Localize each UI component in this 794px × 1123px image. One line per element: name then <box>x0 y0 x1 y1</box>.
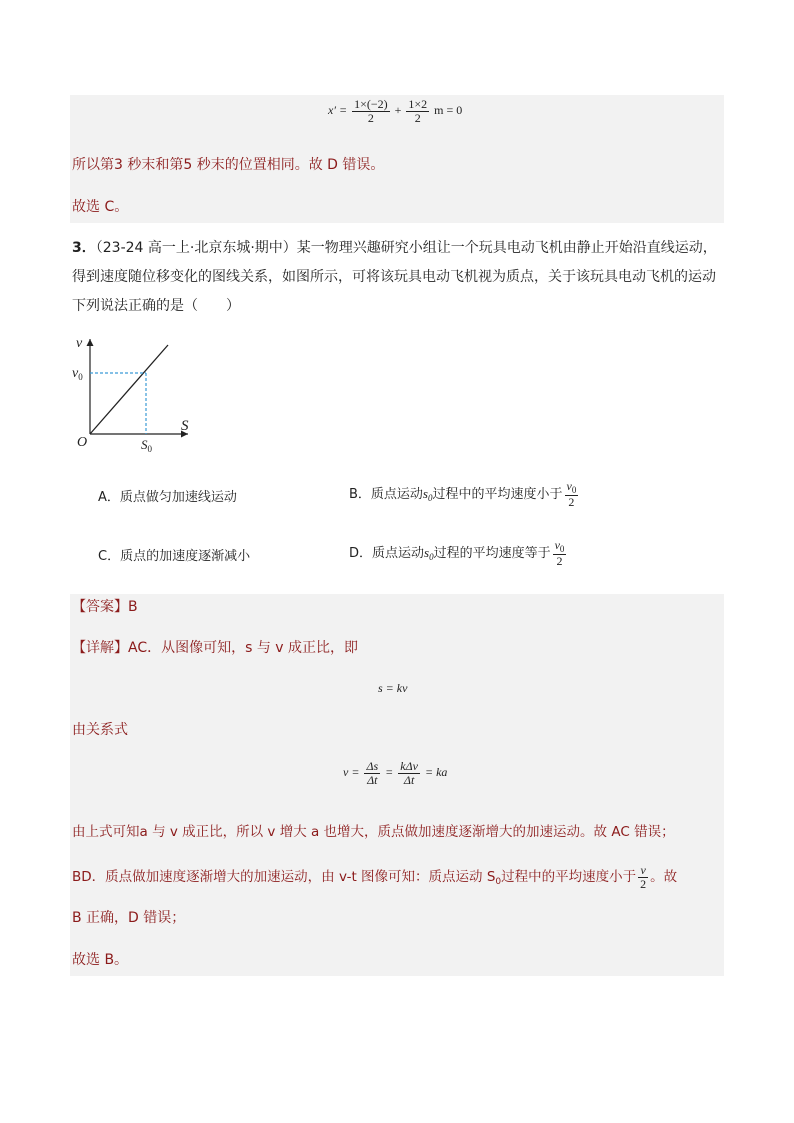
solution-line-1: 所以第3 秒末和第5 秒末的位置相同。故 D 错误。 <box>72 157 385 173</box>
option-c[interactable]: C．质点的加速度逐渐减小 <box>98 549 251 564</box>
s0-label: $S_0$ <box>141 437 152 454</box>
v0-label: $v_0$ <box>72 366 83 382</box>
option-d[interactable]: D．质点运动$s_0$过程的平均速度等于 $\frac{v_0}{2}$ <box>349 538 565 569</box>
option-a[interactable]: A．质点做匀加速线运动 <box>98 490 237 505</box>
option-b[interactable]: B．质点运动$s_0$过程中的平均速度小于 $\frac{v_0}{2}$ <box>349 479 577 510</box>
detail-line-5: B 正确，D 错误； <box>72 910 186 926</box>
equation-x-prime: x′ = $\frac{1\times(-2)}{2}$ + $\frac{1\times 2}{2}$ m = 0 <box>328 97 463 125</box>
equation-v-ka: v = $\frac{\Delta s}{\Delta t}$ = $\frac{\text{kΔv}}{\Delta t}$ = ka <box>343 759 448 787</box>
equation-s-kv: s = kv <box>378 681 408 695</box>
detail-line-1: 【详解】AC．从图像可知，s 与 v 成正比，即 <box>72 640 359 656</box>
v-s-line <box>90 345 168 434</box>
solution-line-2: 故选 C。 <box>72 199 129 215</box>
detail-line-3: 由上式可知a 与 v 成正比，所以 v 增大 a 也增大，质点做加速度逐渐增大的加速运动。故 AC 错误； <box>72 824 675 840</box>
answer-label: 【答案】B <box>72 599 138 615</box>
question-3 <box>72 234 722 321</box>
question-number: 3． <box>72 240 96 256</box>
origin-label: O <box>77 435 88 450</box>
velocity-displacement-graph <box>70 333 210 458</box>
detail-line-6: 故选 B。 <box>72 952 129 968</box>
question-source: （23-24 高一上·北京东城·期中） <box>95 240 297 256</box>
detail-line-4: BD．质点做加速度逐渐增大的加速运动，由 v-t 图像可知：质点运动 $S_0$过程中的平均速度小于 $\frac{v}{2}$ 。故 <box>72 863 678 891</box>
y-axis-label: v <box>76 336 83 351</box>
x-axis-label: S <box>181 418 189 434</box>
detail-line-2: 由关系式 <box>72 722 128 738</box>
question-stem: 某一物理兴趣研究小组让一个玩具电动飞机由静止开始沿直线运动，得到速度随位移变化的图线关系，如图所示，可将该玩具电动飞机视为质点，关于该玩具电动飞机的运动下列说法正确的是（ ） <box>72 240 717 314</box>
